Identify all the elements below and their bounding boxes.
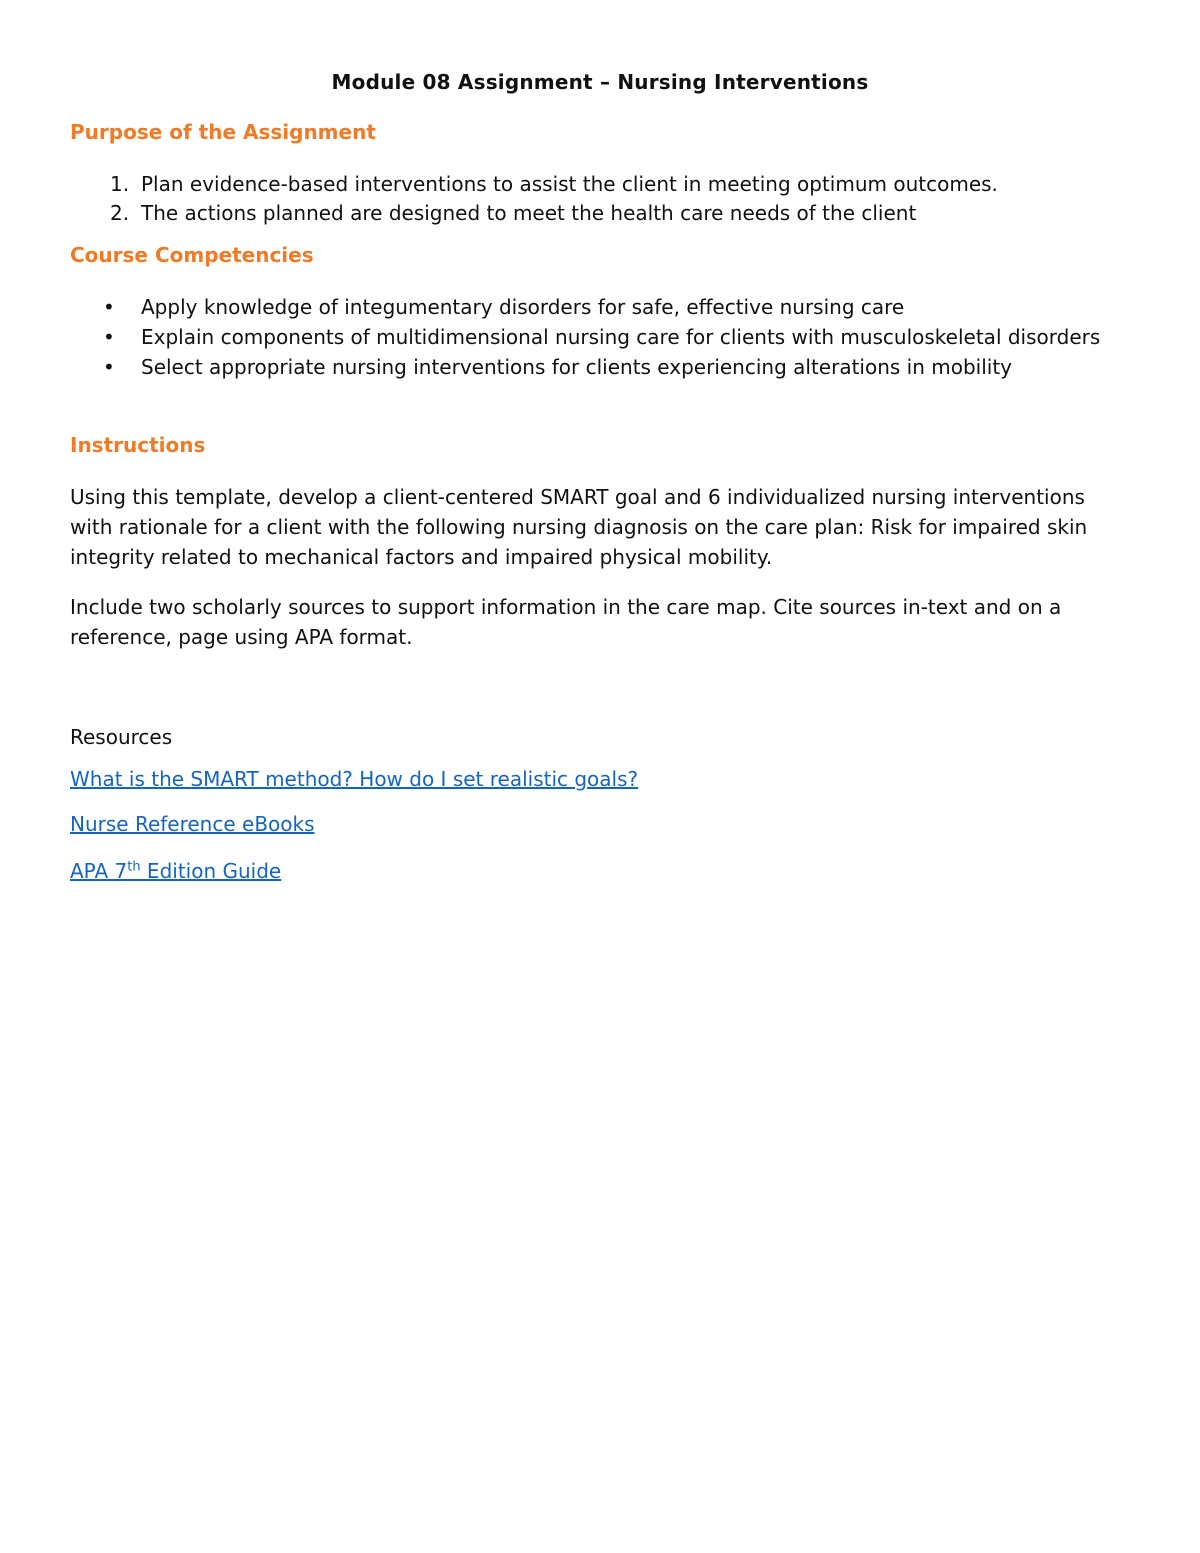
list-item (70, 199, 998, 228)
list-item-text: Explain components of multidimensional nursing care for clients with musculoskeletal disorders (141, 325, 1101, 349)
resources-label: Resources (70, 725, 173, 749)
instructions-heading: Instructions (70, 433, 206, 457)
competencies-heading: Course Competencies (70, 243, 314, 267)
competencies-list (70, 292, 1130, 382)
list-number: 2. (110, 201, 130, 225)
apa-link-prefix: APA 7 (70, 859, 128, 883)
apa-link-suffix: Edition Guide (140, 859, 282, 883)
apa-guide-link[interactable] (70, 859, 281, 883)
purpose-heading: Purpose of the Assignment (70, 120, 376, 144)
instructions-paragraph: Using this template, develop a client-centered SMART goal and 6 individualized nursing interventions with rationale for a client with the following nursing diagnosis on the care plan: Risk for impaired skin integrity related to mechanical factors and impaired physical mobility. (70, 485, 1088, 569)
smart-method-link[interactable]: What is the SMART method? How do I set realistic goals? (70, 767, 639, 791)
list-item (70, 292, 1130, 322)
nurse-ebooks-link[interactable]: Nurse Reference eBooks (70, 812, 315, 836)
list-item-text: Select appropriate nursing interventions for clients experiencing alterations in mobility (141, 355, 1013, 379)
sources-paragraph: Include two scholarly sources to support information in the care map. Cite sources in-text and on a reference, page using APA format. (70, 595, 1062, 649)
list-item (70, 322, 1130, 352)
list-item (70, 170, 998, 199)
list-item-text: The actions planned are designed to meet the health care needs of the client (141, 201, 917, 225)
list-item-text: Apply knowledge of integumentary disorders for safe, effective nursing care (141, 295, 905, 319)
list-number: 1. (110, 172, 130, 196)
bullet-icon: • (103, 355, 115, 379)
bullet-icon: • (103, 295, 115, 319)
list-item (70, 352, 1130, 382)
bullet-icon: • (103, 325, 115, 349)
apa-link-superscript: th (127, 859, 141, 875)
list-item-text: Plan evidence-based interventions to assist the client in meeting optimum outcomes. (141, 172, 998, 196)
page-title: Module 08 Assignment – Nursing Interventions (331, 70, 869, 94)
purpose-list (70, 170, 998, 228)
